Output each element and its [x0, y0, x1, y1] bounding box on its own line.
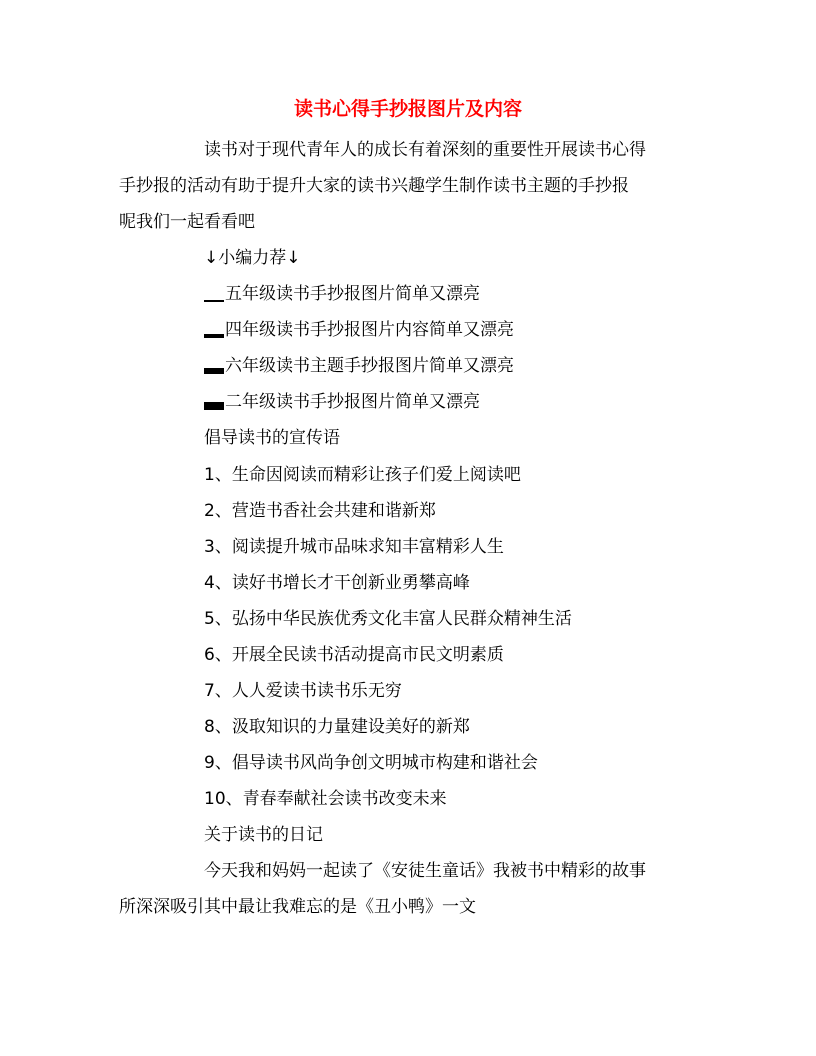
recommended-link-label: 五年级读书手抄报图片简单又漂亮	[225, 284, 480, 304]
document-title: 读书心得手抄报图片及内容	[293, 98, 522, 120]
bar-bullet-icon	[204, 334, 224, 338]
slogan-item-9: 9、倡导读书风尚争创文明城市构建和谐社会	[204, 753, 538, 773]
intro-paragraph-line-3: 呢我们一起看看吧	[119, 212, 255, 232]
slogan-item-2: 2、营造书香社会共建和谐新郑	[204, 501, 436, 521]
recommended-link-label: 四年级读书手抄报图片内容简单又漂亮	[225, 320, 514, 340]
recommended-link-4[interactable]	[204, 390, 480, 414]
bar-bullet-icon	[204, 368, 224, 374]
recommended-link-label: 六年级读书主题手抄报图片简单又漂亮	[225, 356, 514, 376]
slogan-item-7: 7、人人爱读书读书乐无穷	[204, 681, 402, 701]
slogan-heading: 倡导读书的宣传语	[204, 428, 340, 448]
slogan-item-6: 6、开展全民读书活动提高市民文明素质	[204, 645, 504, 665]
slogan-item-4: 4、读好书增长才干创新业勇攀高峰	[204, 573, 470, 593]
slogan-item-8: 8、汲取知识的力量建设美好的新郑	[204, 717, 470, 737]
slogan-item-3: 3、阅读提升城市品味求知丰富精彩人生	[204, 537, 504, 557]
bar-bullet-icon	[204, 402, 224, 410]
slogan-item-5: 5、弘扬中华民族优秀文化丰富人民群众精神生活	[204, 609, 572, 629]
recommended-link-label: 二年级读书手抄报图片简单又漂亮	[225, 392, 480, 412]
intro-paragraph-line-2: 手抄报的活动有助于提升大家的读书兴趣学生制作读书主题的手抄报	[119, 176, 629, 196]
recommended-link-1[interactable]	[204, 282, 480, 306]
recommend-label: ↓小编力荐↓	[204, 248, 301, 268]
bar-bullet-icon	[204, 300, 224, 302]
diary-paragraph-line-2: 所深深吸引其中最让我难忘的是《丑小鸭》一文	[119, 897, 476, 917]
recommended-link-3[interactable]	[204, 354, 514, 378]
slogan-item-10: 10、青春奉献社会读书改变未来	[204, 789, 447, 809]
intro-paragraph-line-1: 读书对于现代青年人的成长有着深刻的重要性开展读书心得	[204, 140, 646, 160]
recommended-link-2[interactable]	[204, 318, 514, 342]
diary-paragraph-line-1: 今天我和妈妈一起读了《安徒生童话》我被书中精彩的故事	[204, 861, 646, 881]
diary-heading: 关于读书的日记	[204, 825, 323, 845]
slogan-item-1: 1、生命因阅读而精彩让孩子们爱上阅读吧	[204, 465, 521, 485]
